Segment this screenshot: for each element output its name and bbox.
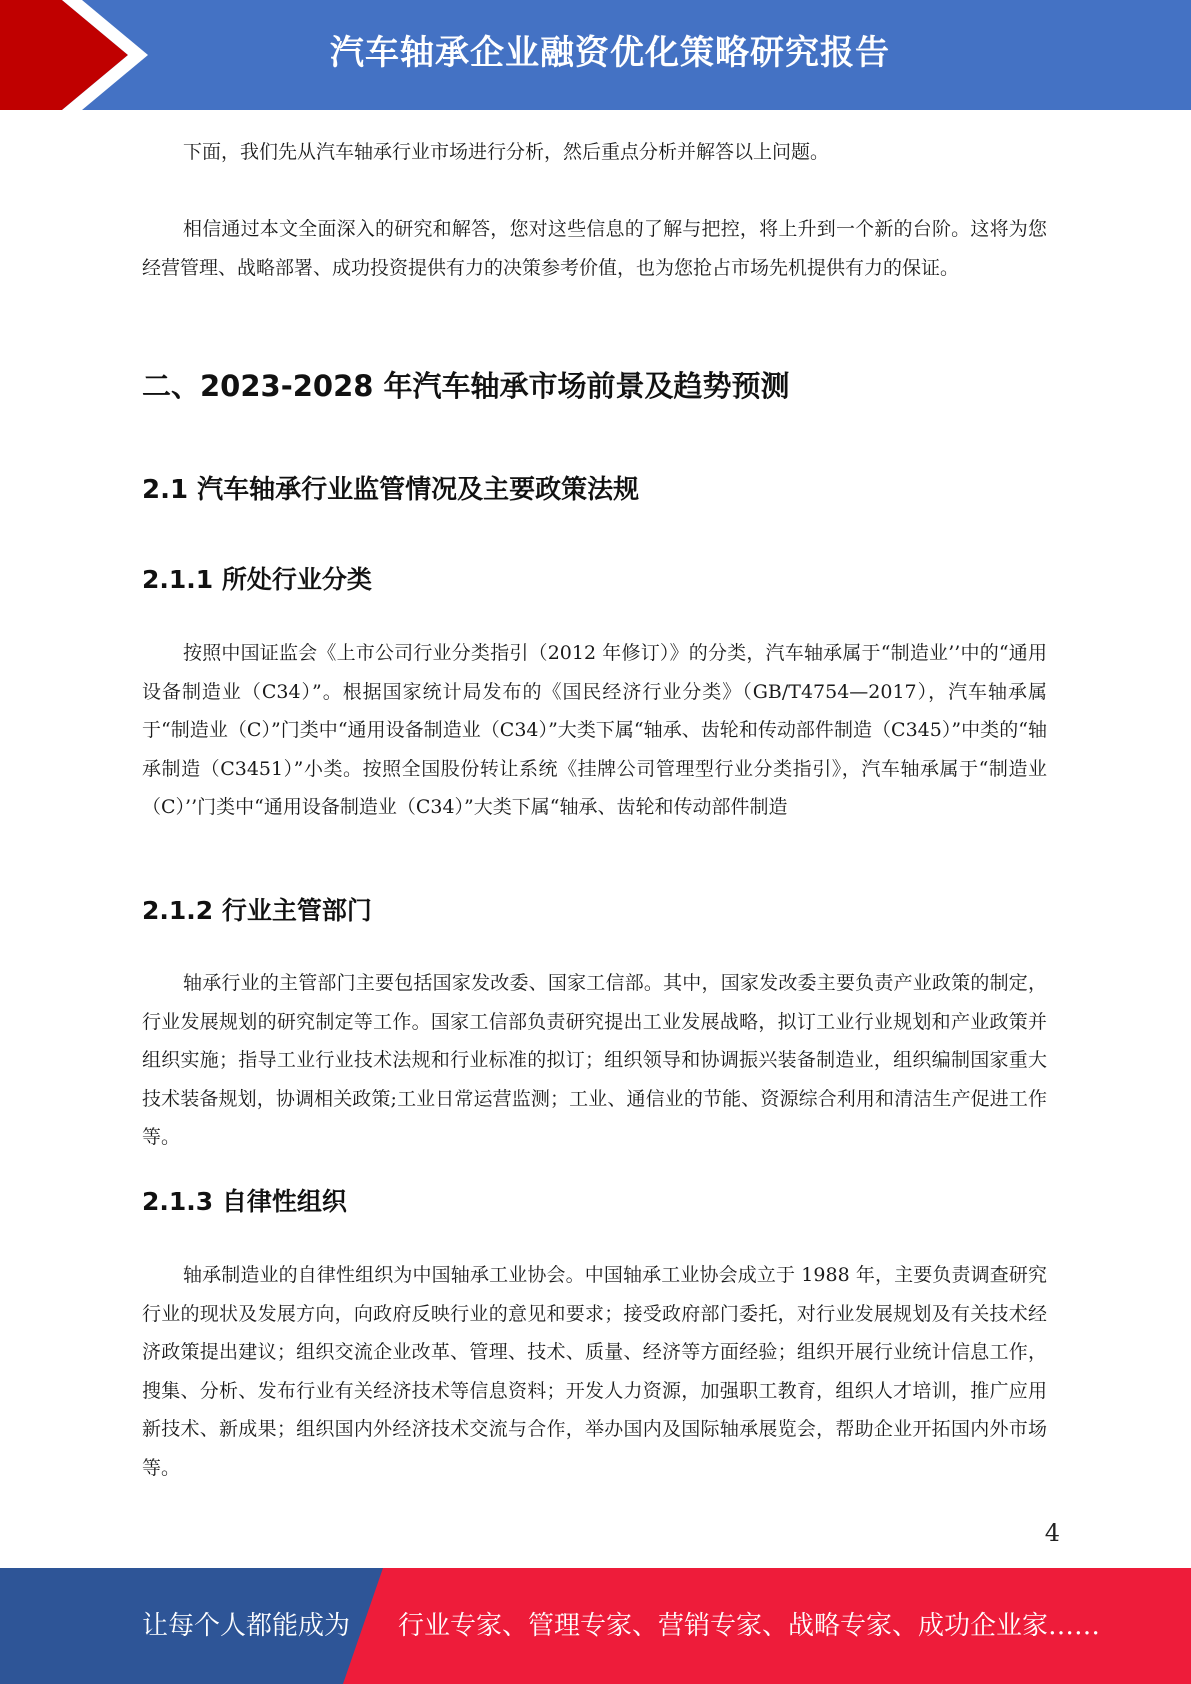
page-number: 4: [1044, 1519, 1060, 1547]
header-banner: [0, 0, 1191, 110]
footer-slogan-left: 让每个人都能成为: [142, 1611, 351, 1641]
intro-paragraph-2: 相信通过本文全面深入的研究和解答，您对这些信息的了解与把控，将上升到一个新的台阶。这将为您经营管理、战略部署、成功投资提供有力的决策参考价值，也为您抢占市场先机提供有力的保证。: [142, 218, 1047, 279]
industry-classification-paragraph: 按照中国证监会《上市公司行业分类指引（2012 年修订）》的分类，汽车轴承属于“制造业’’中的“通用设备制造业（C34）”。根据国家统计局发布的《国民经济行业分类》（GB/T4754—2017），汽车轴承属于“制造业（C）”门类中“通用设备制造业（C34）”大类下属“轴承、齿轮和传动部件制造（C345）”中类的“轴承制造（C3451）”小类。按照全国股份转让系统《挂牌公司管理型行业分类指引》，汽车轴承属于“制造业（C）’’门类中“通用设备制造业（C34）”大类下属“轴承、齿轮和传动部件制造: [142, 642, 1047, 818]
section-heading-2-1-1: 2.1.1 所处行业分类: [142, 565, 372, 594]
section-heading-2: 二、2023-2028 年汽车轴承市场前景及趋势预测: [142, 369, 790, 403]
section-heading-2-1: 2.1 汽车轴承行业监管情况及主要政策法规: [142, 475, 640, 505]
report-title: 汽车轴承企业融资优化策略研究报告: [330, 33, 890, 73]
footer-slogan-right: 行业专家、管理专家、营销专家、战略专家、成功企业家……: [398, 1611, 1101, 1641]
regulator-paragraph: 轴承行业的主管部门主要包括国家发改委、国家工信部。其中，国家发改委主要负责产业政策的制定，行业发展规划的研究制定等工作。国家工信部负责研究提出工业发展战略，拟订工业行业规划和产业政策并组织实施；指导工业行业技术法规和行业标准的拟订；组织领导和协调振兴装备制造业，组织编制国家重大技术装备规划，协调相关政策;工业日常运营监测；工业、通信业的节能、资源综合利用和清洁生产促进工作等。: [142, 972, 1047, 1148]
self-regulatory-paragraph: 轴承制造业的自律性组织为中国轴承工业协会。中国轴承工业协会成立于 1988 年，主要负责调查研究行业的现状及发展方向，向政府反映行业的意见和要求；接受政府部门委托，对行业发展规划及有关技术经济政策提出建议；组织交流企业改革、管理、技术、质量、经济等方面经验；组织开展行业统计信息工作，搜集、分析、发布行业有关经济技术等信息资料；开发人力资源，加强职工教育，组织人才培训，推广应用新技术、新成果；组织国内外经济技术交流与合作，举办国内及国际轴承展览会，帮助企业开拓国内外市场等。: [142, 1264, 1047, 1479]
intro-paragraph-1: 下面，我们先从汽车轴承行业市场进行分析，然后重点分析并解答以上问题。: [183, 141, 830, 163]
footer-banner: [0, 1568, 1191, 1684]
section-heading-2-1-2: 2.1.2 行业主管部门: [142, 896, 372, 925]
section-heading-2-1-3: 2.1.3 自律性组织: [142, 1187, 347, 1216]
